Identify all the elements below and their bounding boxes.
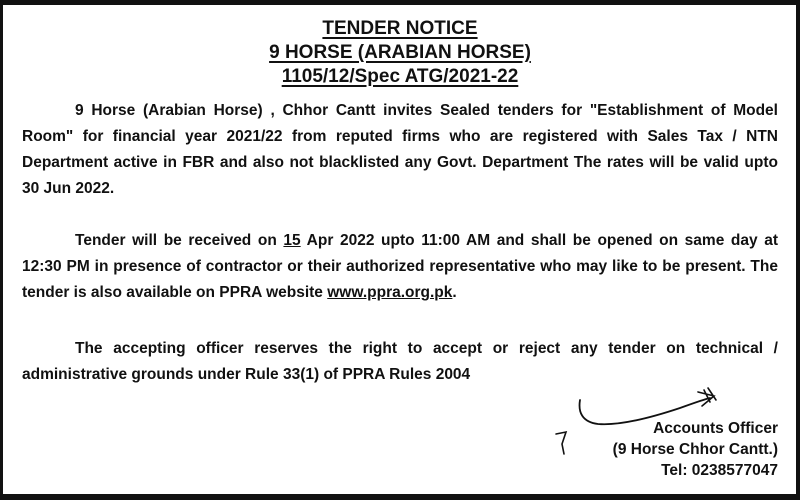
schedule-text-before-day: Tender will be received on xyxy=(75,232,284,249)
tender-schedule xyxy=(22,228,778,306)
signatory-telephone: Tel: 0238577047 xyxy=(661,462,778,479)
unit-name: 9 HORSE (ARABIAN HORSE) xyxy=(269,42,531,63)
tender-description xyxy=(22,98,778,202)
acceptance-terms-text: The accepting officer reserves the right to accept or reject any tender on technical / administrative grounds under Rule 33(1) of PPRA Rules 2004 xyxy=(22,340,778,383)
reference-number: 1105/12/Spec ATG/2021-22 xyxy=(281,66,519,87)
notice-title: TENDER NOTICE xyxy=(322,18,478,39)
ppra-website-link[interactable]: www.ppra.org.pk xyxy=(327,284,453,301)
signatory-designation: Accounts Officer xyxy=(653,420,778,437)
signature-block xyxy=(528,418,778,481)
border-bottom xyxy=(0,494,800,500)
schedule-text-end: . xyxy=(452,284,457,301)
schedule-text-after-day: Apr 2022 upto 11:00 AM and shall be opened on same day at 12:30 PM in presence of contractor or their authorized representative who may like to be present. The tender is also available on PPRA website xyxy=(22,232,778,301)
tender-description-text: 9 Horse (Arabian Horse) , Chhor Cantt invites Sealed tenders for "Establishment of Model Room" for financial year 2021/22 from reputed firms who are registered with Sales Tax / NTN Department active in FBR and also not blacklisted any Govt. Department The rates will be valid upto 30 Jun 2022. xyxy=(22,102,778,197)
signatory-office: (9 Horse Chhor Cantt.) xyxy=(612,441,778,458)
receiving-day: 15 xyxy=(283,232,301,249)
border-top xyxy=(0,0,800,5)
